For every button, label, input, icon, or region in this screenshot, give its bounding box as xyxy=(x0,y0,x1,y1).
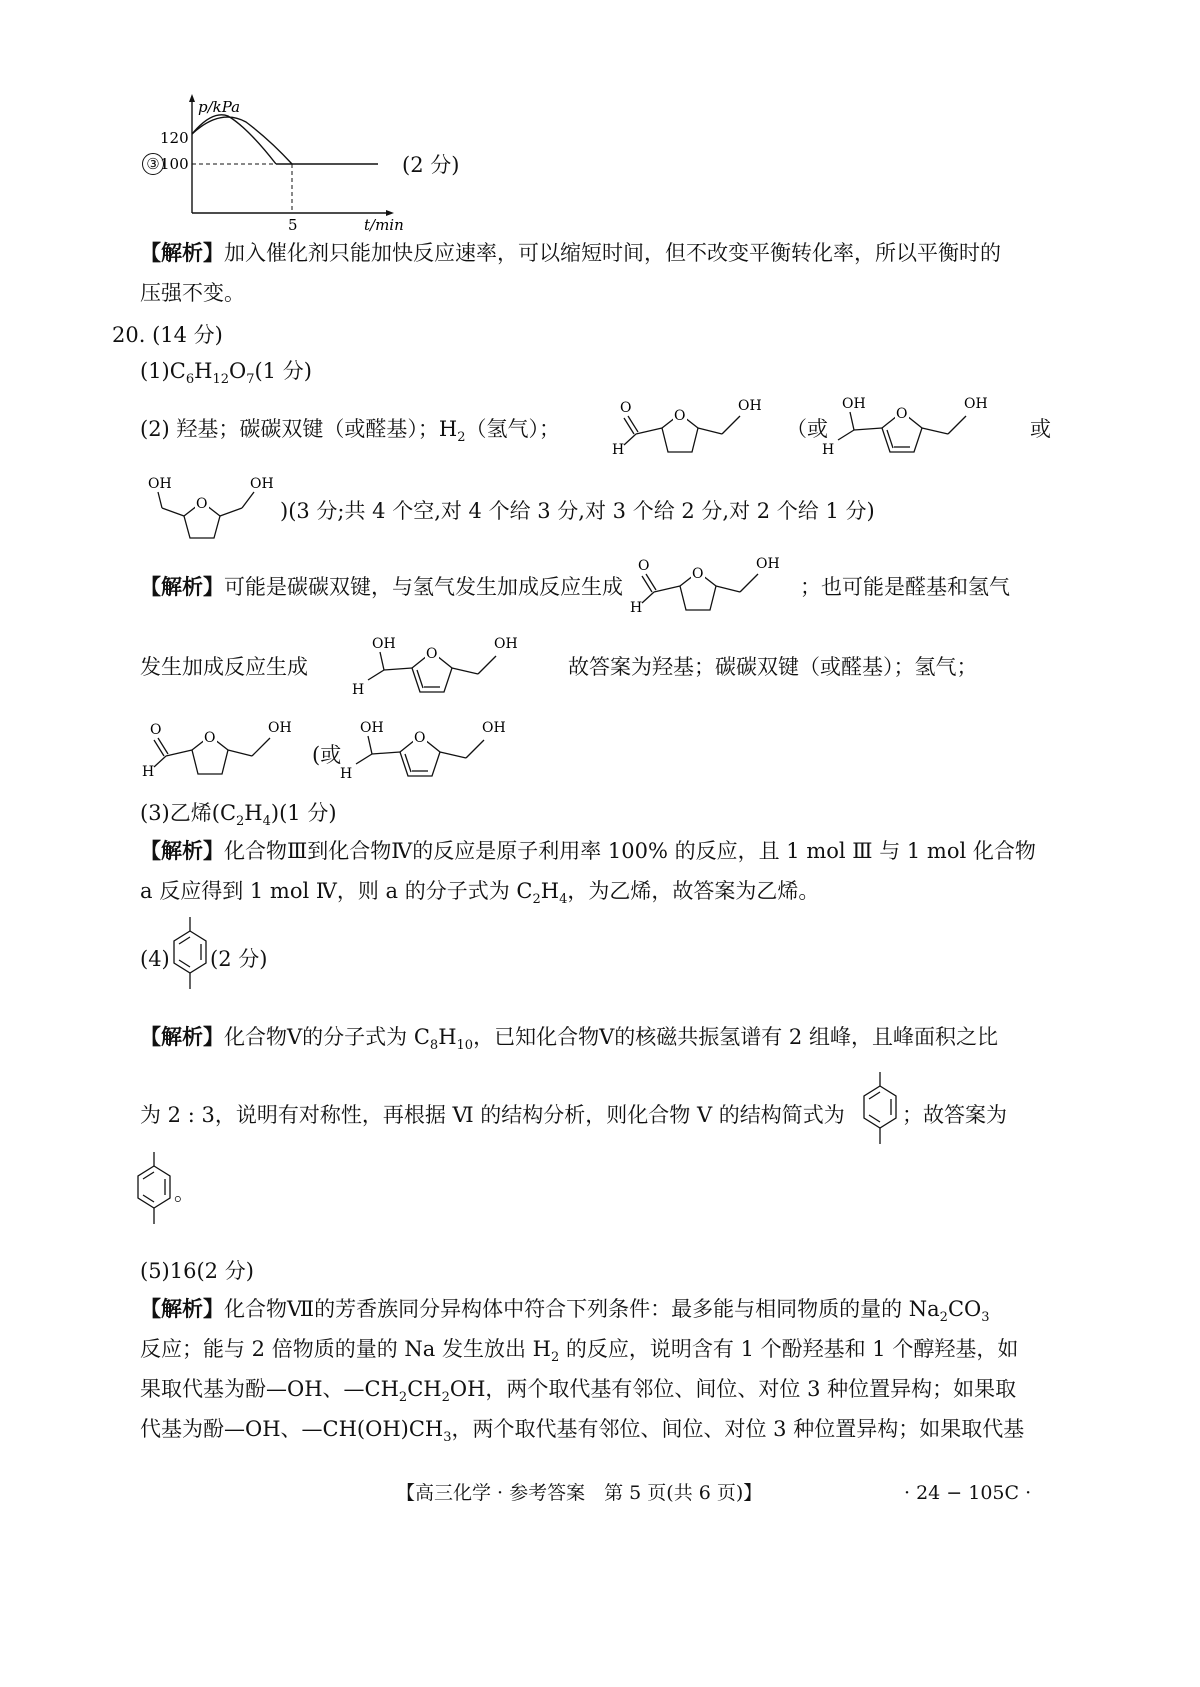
structure-thf-aldehyde-3 xyxy=(140,712,310,792)
analysis-5-line2: 反应；能与 2 倍物质的量的 Na 发生放出 $H_2$ 的反应，说明含有 1 个酚羟基和 1 个醇羟基，如 xyxy=(140,1337,1019,1366)
svg-text:OH: OH xyxy=(250,476,274,492)
item-marker-3: ③ xyxy=(142,153,164,175)
svg-text:O: O xyxy=(204,730,216,746)
part-2-or-1: （或 xyxy=(786,417,828,441)
svg-text:H: H xyxy=(142,764,155,780)
svg-text:O: O xyxy=(426,646,438,662)
svg-text:OH: OH xyxy=(964,396,988,412)
y-tick-100: 100 xyxy=(160,155,189,173)
analysis-2-or: (或 xyxy=(312,743,342,767)
svg-text:H: H xyxy=(630,600,643,616)
x-tick-5: 5 xyxy=(288,216,298,234)
svg-text:O: O xyxy=(414,730,426,746)
svg-text:O: O xyxy=(620,400,632,416)
footer-code: · 24 − 105C · xyxy=(904,1482,1032,1504)
svg-text:H: H xyxy=(612,442,625,458)
svg-text:OH: OH xyxy=(482,720,506,736)
analysis-4-line3: 。 xyxy=(174,1181,195,1205)
y-tick-120: 120 xyxy=(160,129,189,147)
svg-text:O: O xyxy=(896,406,908,422)
pressure-time-graph xyxy=(150,88,410,238)
curve-uncatalyzed xyxy=(192,117,292,164)
analysis-5-line3: 果取代基为酚—OH、$—CH_2CH_2OH$，两个取代基有邻位、间位、对位 3 种位置异构；如果取 xyxy=(140,1377,1017,1406)
svg-text:H: H xyxy=(340,766,353,782)
analysis-5-line4: 代基为酚—OH、$—CH(OH)CH_3$，两个取代基有邻位、间位、对位 3 种位置异构；如果取代基 xyxy=(140,1417,1025,1446)
analysis-tag: 【解析】 xyxy=(140,240,224,265)
svg-text:OH: OH xyxy=(360,720,384,736)
part-2-line1: (2) 羟基；碳碳双键（或醛基）；$H_2$（氢气）； xyxy=(140,417,561,446)
analysis-4-line2b: ；故答案为 xyxy=(902,1103,1007,1127)
svg-text:O: O xyxy=(674,408,686,424)
structure-furan-diol-3 xyxy=(338,712,528,792)
svg-text:OH: OH xyxy=(494,636,518,652)
svg-text:OH: OH xyxy=(756,556,780,572)
footer-title: 【高三化学 · 参考答案 第 5 页(共 6 页)】 xyxy=(396,1482,763,1504)
y-axis-arrow xyxy=(189,94,195,102)
svg-text:OH: OH xyxy=(148,476,172,492)
part-4-score: (2 分) xyxy=(210,947,268,971)
analysis-5-line1: 【解析】化合物Ⅶ的芳香族同分异构体中符合下列条件：最多能与相同物质的量的 $Na_2CO_3$ xyxy=(140,1296,990,1326)
graph-score: (2 分) xyxy=(402,153,460,177)
curve-catalyzed xyxy=(192,115,276,164)
part-4-label: (4) xyxy=(140,947,170,971)
part-2-line2: )(3 分;共 4 个空,对 4 个给 3 分,对 3 个给 2 分,对 2 个给 1 分) xyxy=(280,499,875,523)
question-20-header: 20. (14 分) xyxy=(112,323,223,347)
svg-text:OH: OH xyxy=(738,398,762,414)
analysis-4-line2a: 为 2 : 3，说明有对称性，再根据 Ⅵ 的结构分析，则化合物 Ⅴ 的结构简式为 xyxy=(140,1103,845,1127)
analysis-2-line1a: 【解析】可能是碳碳双键，与氢气发生加成反应生成 xyxy=(140,574,623,599)
part-1: $(1)C_6H_{12}O_7(1$ 分) xyxy=(140,359,312,388)
svg-text:OH: OH xyxy=(842,396,866,412)
structure-thf-aldehyde-1 xyxy=(610,390,780,470)
svg-text:OH: OH xyxy=(268,720,292,736)
svg-text:H: H xyxy=(822,442,835,458)
analysis-2-line1b: ；也可能是醛基和氢气 xyxy=(800,575,1010,599)
svg-text:H: H xyxy=(352,682,365,698)
svg-text:O: O xyxy=(150,722,162,738)
x-axis-label: t/min xyxy=(364,216,404,234)
y-axis-label: p/kPa xyxy=(198,98,241,116)
svg-text:O: O xyxy=(196,496,208,512)
analysis-2-line2b: 故答案为羟基；碳碳双键（或醛基）；氢气； xyxy=(568,655,978,679)
analysis-19-line2: 压强不变。 xyxy=(140,281,245,305)
svg-text:O: O xyxy=(692,566,704,582)
part-2-or-2: 或 xyxy=(1030,417,1051,441)
svg-text:OH: OH xyxy=(372,636,396,652)
analysis-3-line1: 【解析】化合物Ⅲ到化合物Ⅳ的反应是原子利用率 100% 的反应，且 1 mol Ⅲ 与 1 mol 化合物 xyxy=(140,838,1036,863)
analysis-19-line1: 【解析】加入催化剂只能加快反应速率，可以缩短时间，但不改变平衡转化率，所以平衡时的 xyxy=(140,240,1001,265)
part-5: (5)16(2 分) xyxy=(140,1259,254,1283)
analysis-4-line1: 【解析】化合物Ⅴ的分子式为 $C_8H_{10}$，已知化合物Ⅴ的核磁共振氢谱有 2 组峰，且峰面积之比 xyxy=(140,1024,998,1054)
part-3: (3)乙烯$(C_2H_4)(1$ 分) xyxy=(140,801,337,830)
structure-furan-diol-1 xyxy=(820,388,1010,468)
analysis-3-line2: a 反应得到 1 mol Ⅳ，则 a 的分子式为 $C_2H_4$，为乙烯，故答案为乙烯。 xyxy=(140,879,820,908)
svg-text:O: O xyxy=(638,558,650,574)
structure-furan-diol-2 xyxy=(350,628,540,708)
structure-thf-aldehyde-2 xyxy=(628,548,798,628)
analysis-2-line2a: 发生加成反应生成 xyxy=(140,655,308,679)
